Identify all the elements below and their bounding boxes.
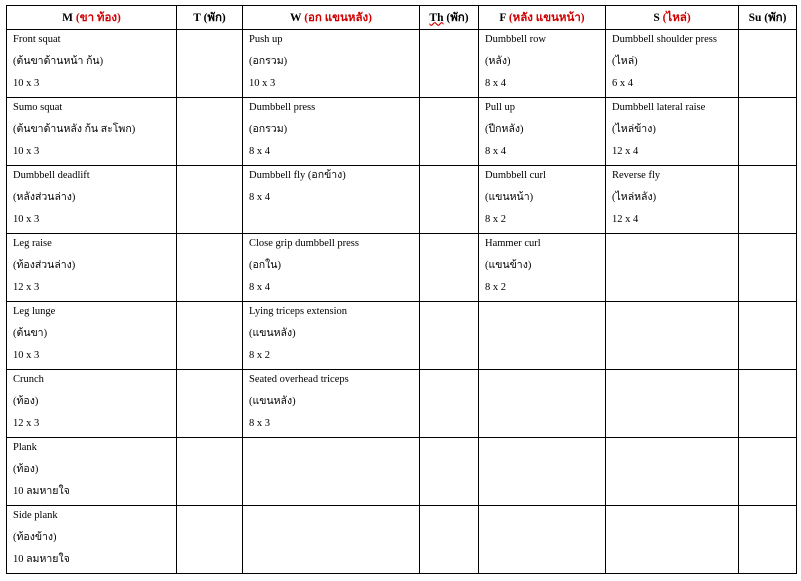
exercise-entry (243, 302, 419, 364)
target-muscle: (แขนหลัง) (249, 328, 296, 339)
workout-schedule-table (6, 5, 797, 574)
exercise-cell-mon (7, 234, 177, 302)
target-muscle: (อกรวม) (249, 124, 288, 135)
exercise-cell-thu (420, 166, 479, 234)
sets-reps: 8 x 2 (485, 282, 506, 293)
header-friday (479, 6, 606, 30)
exercise-cell-tue (177, 302, 243, 370)
exercise-cell-mon (7, 438, 177, 506)
exercise-entry (7, 98, 176, 160)
target-muscle: (ท้อง) (13, 396, 39, 407)
exercise-entry (479, 30, 605, 92)
exercise-cell-mon (7, 370, 177, 438)
exercise-cell-sat (606, 98, 739, 166)
sets-reps: 10 x 3 (13, 214, 40, 225)
target-muscle: (ท้องข้าง) (13, 532, 57, 543)
table-row (7, 166, 797, 234)
sets-reps: 8 x 4 (485, 146, 506, 157)
exercise-cell-sun (739, 302, 797, 370)
exercise-name: Dumbbell shoulder press (612, 34, 717, 45)
day-focus: (ขา ท้อง) (75, 11, 121, 24)
table-row (7, 30, 797, 98)
exercise-entry (7, 506, 176, 568)
exercise-name: Crunch (13, 374, 44, 385)
exercise-cell-mon (7, 98, 177, 166)
day-focus: (พัก) (203, 11, 226, 24)
table-row (7, 302, 797, 370)
exercise-entry (7, 234, 176, 296)
table-row (7, 234, 797, 302)
exercise-cell-mon (7, 166, 177, 234)
exercise-cell-wed (243, 438, 420, 506)
exercise-name: Dumbbell deadlift (13, 170, 90, 181)
exercise-cell-fri (479, 438, 606, 506)
target-muscle: (ท้องส่วนล่าง) (13, 260, 76, 271)
exercise-cell-sat (606, 166, 739, 234)
table-row (7, 506, 797, 574)
exercise-name: Pull up (485, 102, 516, 113)
sets-reps: 10 x 3 (13, 78, 40, 89)
sets-reps: 12 x 4 (612, 214, 639, 225)
exercise-cell-tue (177, 234, 243, 302)
exercise-name: Dumbbell row (485, 34, 546, 45)
target-muscle: (ท้อง) (13, 464, 39, 475)
target-muscle: (แขนข้าง) (485, 260, 532, 271)
exercise-cell-wed (243, 30, 420, 98)
day-label: Su (748, 11, 762, 24)
exercise-name: Leg raise (13, 238, 52, 249)
target-muscle: (หลัง) (485, 56, 511, 67)
exercise-entry (606, 98, 738, 160)
exercise-cell-mon (7, 30, 177, 98)
sets-reps: 8 x 4 (249, 146, 270, 157)
target-muscle: 8 x 4 (249, 192, 270, 203)
sets-reps: 10 ลมหายใจ (13, 554, 70, 565)
header-sunday (739, 6, 797, 30)
exercise-entry (7, 30, 176, 92)
exercise-cell-sat (606, 438, 739, 506)
exercise-cell-fri (479, 98, 606, 166)
header-tuesday (177, 6, 243, 30)
exercise-cell-thu (420, 370, 479, 438)
exercise-name: Hammer curl (485, 238, 541, 249)
sets-reps: 8 x 3 (249, 418, 270, 429)
exercise-name: Lying triceps extension (249, 306, 347, 317)
exercise-entry (7, 302, 176, 364)
exercise-entry (479, 234, 605, 296)
exercise-name: Reverse fly (612, 170, 661, 181)
table-row (7, 370, 797, 438)
exercise-cell-tue (177, 166, 243, 234)
target-muscle: (อกรวม) (249, 56, 288, 67)
exercise-cell-sat (606, 30, 739, 98)
exercise-cell-fri (479, 166, 606, 234)
target-muscle: (ไหล่ข้าง) (612, 124, 656, 135)
sets-reps: 8 x 4 (249, 282, 270, 293)
exercise-entry (243, 98, 419, 160)
exercise-name: Sumo squat (13, 102, 63, 113)
exercise-name: Dumbbell fly (อกข้าง) (249, 170, 346, 181)
day-focus: (หลัง แขนหน้า) (508, 11, 585, 24)
target-muscle: (แขนหน้า) (485, 192, 534, 203)
exercise-cell-sat (606, 506, 739, 574)
exercise-cell-tue (177, 438, 243, 506)
day-label: M (62, 11, 73, 24)
day-focus: (พัก) (764, 11, 787, 24)
exercise-cell-tue (177, 30, 243, 98)
exercise-cell-mon (7, 506, 177, 574)
exercise-cell-sun (739, 30, 797, 98)
exercise-cell-sun (739, 166, 797, 234)
sets-reps (249, 214, 419, 228)
exercise-cell-wed (243, 506, 420, 574)
exercise-cell-sat (606, 302, 739, 370)
exercise-entry (243, 166, 419, 228)
exercise-cell-sun (739, 234, 797, 302)
day-label: S (653, 11, 660, 24)
exercise-cell-sun (739, 370, 797, 438)
sets-reps: 10 x 3 (13, 350, 40, 361)
exercise-name: Close grip dumbbell press (249, 238, 359, 249)
exercise-cell-sat (606, 234, 739, 302)
exercise-entry (243, 370, 419, 432)
exercise-cell-tue (177, 370, 243, 438)
exercise-cell-wed (243, 234, 420, 302)
exercise-cell-thu (420, 506, 479, 574)
exercise-cell-thu (420, 98, 479, 166)
table-row (7, 98, 797, 166)
sets-reps: 12 x 3 (13, 418, 40, 429)
exercise-name: Front squat (13, 34, 61, 45)
header-row (7, 6, 797, 30)
day-label: Th (429, 11, 444, 24)
sets-reps: 8 x 2 (485, 214, 506, 225)
target-muscle: (ไหล่) (612, 56, 638, 67)
exercise-name: Seated overhead triceps (249, 374, 349, 385)
exercise-entry (243, 30, 419, 92)
target-muscle: (ต้นขา) (13, 328, 48, 339)
exercise-cell-thu (420, 234, 479, 302)
header-monday (7, 6, 177, 30)
exercise-cell-wed (243, 166, 420, 234)
header-wednesday (243, 6, 420, 30)
exercise-cell-sun (739, 506, 797, 574)
header-thursday (420, 6, 479, 30)
target-muscle: (ต้นขาด้านหน้า ก้น) (13, 56, 104, 67)
target-muscle: (แขนหลัง) (249, 396, 296, 407)
exercise-entry (606, 166, 738, 228)
exercise-cell-sat (606, 370, 739, 438)
exercise-cell-mon (7, 302, 177, 370)
exercise-cell-wed (243, 302, 420, 370)
exercise-cell-fri (479, 234, 606, 302)
exercise-cell-sun (739, 438, 797, 506)
exercise-name: Plank (13, 442, 37, 453)
exercise-entry (243, 234, 419, 296)
exercise-name: Dumbbell curl (485, 170, 546, 181)
exercise-name: Dumbbell press (249, 102, 316, 113)
sets-reps: 10 x 3 (13, 146, 40, 157)
day-label: T (193, 11, 201, 24)
sets-reps: 10 ลมหายใจ (13, 486, 70, 497)
schedule-body (7, 30, 797, 574)
exercise-cell-tue (177, 506, 243, 574)
sets-reps: 10 x 3 (249, 78, 276, 89)
exercise-entry (606, 30, 738, 92)
day-label: F (499, 11, 506, 24)
day-focus: (อก แขนหลัง) (304, 11, 372, 24)
header-saturday (606, 6, 739, 30)
exercise-cell-fri (479, 370, 606, 438)
target-muscle: (ไหล่หลัง) (612, 192, 657, 203)
target-muscle: (ปีกหลัง) (485, 124, 524, 135)
sets-reps: 12 x 4 (612, 146, 639, 157)
sets-reps: 6 x 4 (612, 78, 633, 89)
exercise-cell-thu (420, 302, 479, 370)
exercise-entry (7, 370, 176, 432)
table-row (7, 438, 797, 506)
sets-reps: 12 x 3 (13, 282, 40, 293)
sets-reps: 8 x 2 (249, 350, 270, 361)
exercise-cell-fri (479, 302, 606, 370)
exercise-entry (7, 438, 176, 500)
exercise-cell-tue (177, 98, 243, 166)
exercise-cell-wed (243, 370, 420, 438)
target-muscle: (อกใน) (249, 260, 281, 271)
exercise-entry (479, 166, 605, 228)
exercise-cell-fri (479, 506, 606, 574)
exercise-cell-wed (243, 98, 420, 166)
exercise-cell-sun (739, 98, 797, 166)
day-focus: (ไหล่) (662, 11, 691, 24)
exercise-entry (7, 166, 176, 228)
exercise-cell-fri (479, 30, 606, 98)
exercise-cell-thu (420, 438, 479, 506)
exercise-cell-thu (420, 30, 479, 98)
target-muscle: (หลังส่วนล่าง) (13, 192, 76, 203)
day-focus: (พัก) (446, 11, 469, 24)
exercise-name: Dumbbell lateral raise (612, 102, 706, 113)
day-label: W (290, 11, 302, 24)
exercise-name: Leg lunge (13, 306, 56, 317)
exercise-entry (479, 98, 605, 160)
exercise-name: Side plank (13, 510, 58, 521)
sets-reps: 8 x 4 (485, 78, 506, 89)
exercise-name: Push up (249, 34, 283, 45)
target-muscle: (ต้นขาด้านหลัง ก้น สะโพก) (13, 124, 136, 135)
